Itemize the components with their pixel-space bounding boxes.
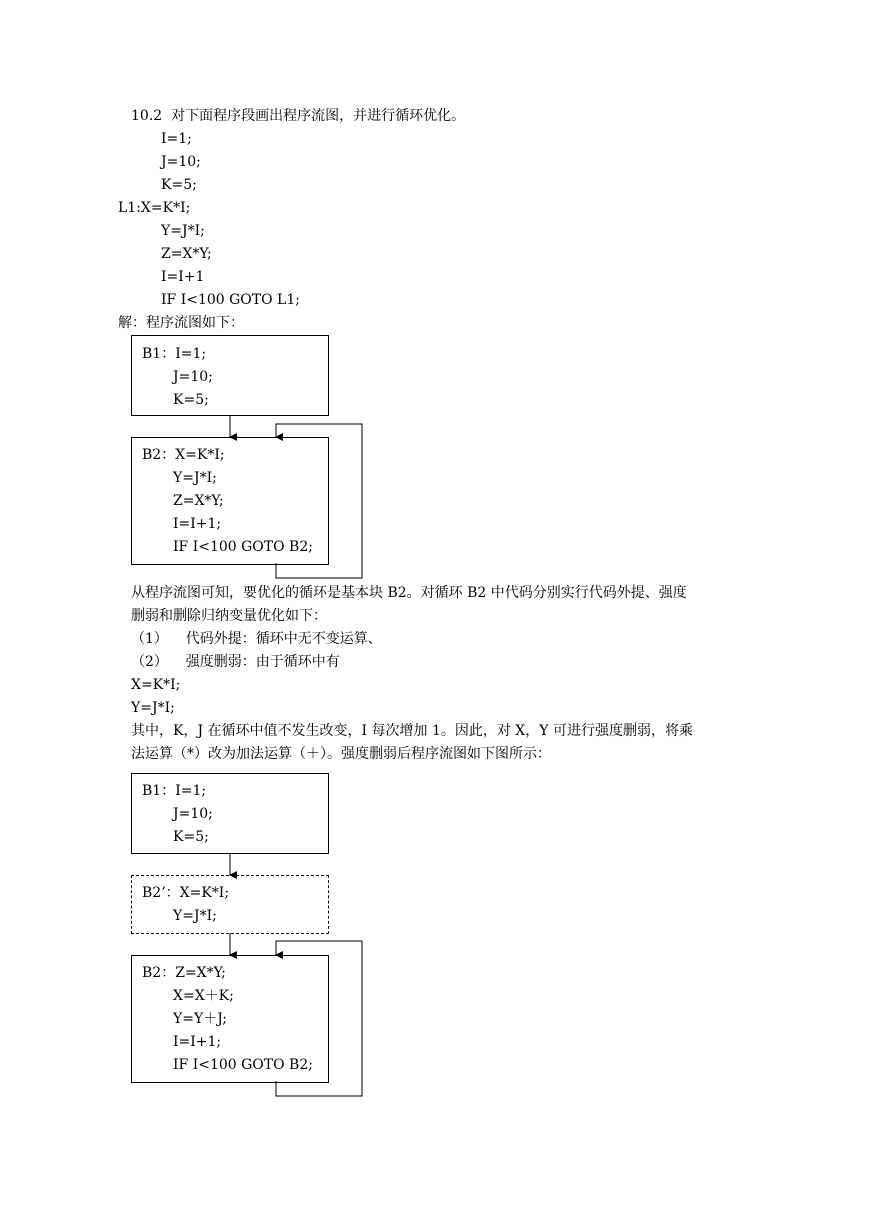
code-line: Y=J*I; [161,223,205,239]
code-line: IF I<100 GOTO L1; [161,292,300,308]
block-line: Y=J*I; [173,470,217,486]
code-line: J=10; [161,154,201,170]
list-item: （1） 代码外提：循环中无不变运算、 [131,631,382,647]
block-line: K=5; [173,392,209,408]
answer-intro: 解：程序流图如下： [118,315,244,331]
analysis-paragraph: 法运算（*）改为加法运算（＋）。强度删弱后程序流图如下图所示： [131,746,551,762]
code-line: I=1; [161,131,192,147]
block-line: K=5; [173,829,209,845]
edge-b2-loop [276,424,362,578]
block-line: I=I+1; [173,1034,222,1050]
block-line: Z=X*Y; [173,493,224,509]
expression: Y=J*I; [131,700,175,716]
block-line: J=10; [173,369,213,385]
block-line: B1：I=1; [142,346,207,362]
block-line: Y=J*I; [173,908,217,924]
block-line: J=10; [173,806,213,822]
block-line: I=I+1; [173,516,222,532]
block-line: B1：I=1; [142,783,207,799]
question-title: 10.2 对下面程序段画出程序流图，并进行循环优化。 [131,108,466,124]
code-line: Z=X*Y; [161,246,212,262]
block-line: B2：X=K*I; [142,447,225,463]
code-line: K=5; [161,177,197,193]
code-line: L1:X=K*I; [118,200,191,216]
edge-b2-loop [276,941,362,1096]
list-item: （2） 强度删弱：由于循环中有 [131,654,340,670]
analysis-paragraph: 删弱和删除归纳变量优化如下： [131,608,327,624]
block-line: IF I<100 GOTO B2; [173,539,313,555]
block-line: X=X＋K; [173,988,234,1004]
block-line: IF I<100 GOTO B2; [173,1057,313,1073]
block-line: Y=Y＋J; [173,1011,227,1027]
analysis-paragraph: 其中，K，J 在循环中值不发生改变，I 每次增加 1。因此，对 X，Y 可进行强度删弱，将乘 [131,723,693,739]
analysis-paragraph: 从程序流图可知，要优化的循环是基本块 B2。对循环 B2 中代码分别实行代码外提、强度 [131,585,687,601]
block-line: B2’：X=K*I; [142,885,230,901]
block-line: B2：Z=X*Y; [142,965,226,981]
expression: X=K*I; [131,677,181,693]
code-line: I=I+1 [161,269,205,285]
